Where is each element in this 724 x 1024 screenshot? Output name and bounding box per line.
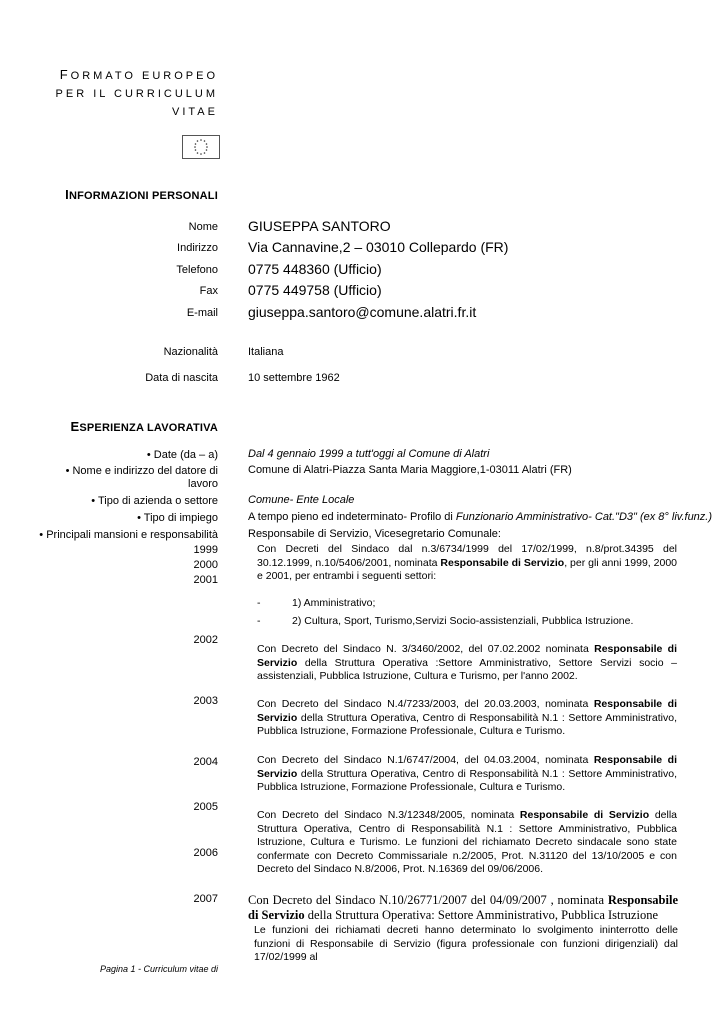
list-dash: -	[257, 597, 261, 609]
year-label: 2005	[193, 801, 218, 813]
doc-title-line3: VITAE	[172, 106, 218, 118]
name-value: GIUSEPPA SANTORO	[248, 218, 391, 234]
employer-label: • Nome e indirizzo del datore di lavoro	[65, 465, 218, 490]
paragraph-2004: Con Decreto del Sindaco N.1/6747/2004, del 04.03.2004, nominata Responsabile di Servizio della Struttura Operativa, Centro di Responsabilità N.1 : Settore Amministrativo, Pubblica Istruzione, Formazione Professionale, Cultura e Turismo.	[257, 754, 677, 793]
year-label: 2001	[193, 574, 218, 586]
year-label: 2000	[193, 559, 218, 571]
duties-label: • Principali mansioni e responsabilità	[39, 529, 218, 541]
job-type-label: • Tipo di impiego	[137, 512, 218, 524]
dates-label: • Date (da – a)	[146, 449, 218, 461]
year-label: 1999	[193, 544, 218, 556]
list-item: 1) Amministrativo;	[292, 597, 376, 609]
address-value: Via Cannavine,2 – 03010 Collepardo (FR)	[248, 239, 509, 255]
list-item: 2) Cultura, Sport, Turismo,Servizi Socio-assistenziali, Pubblica Istruzione.	[292, 615, 634, 627]
birth-label: Data di nascita	[145, 372, 218, 384]
dates-value: Dal 4 gennaio 1999 a tutt'oggi al Comune di Alatri	[248, 448, 490, 460]
list-dash: -	[257, 615, 261, 627]
year-label: 2002	[193, 634, 218, 646]
duties-value: Responsabile di Servizio, Vicesegretario Comunale:	[248, 528, 501, 540]
nationality-label: Nazionalità	[163, 346, 218, 358]
phone-label: Telefono	[176, 264, 218, 276]
birth-value: 10 settembre 1962	[248, 372, 340, 384]
year-label: 2004	[193, 756, 218, 768]
paragraph-2002: Con Decreto del Sindaco N. 3/3460/2002, del 07.02.2002 nominata Responsabile di Servizio della Struttura Operativa :Settore Amministrativo, Settore Servizi socio –assistenziali, Pubblica Istruzione, Cultura e Turismo, per l'anno 2002.	[257, 643, 677, 682]
email-value: giuseppa.santoro@comune.alatri.fr.it	[248, 304, 477, 320]
phone-value: 0775 448360 (Ufficio)	[248, 261, 382, 277]
year-label: 2006	[193, 847, 218, 859]
fax-label: Fax	[199, 285, 218, 297]
paragraph-2007: Con Decreto del Sindaco N.10/26771/2007 del 04/09/2007 , nominata Responsabile di Servizio della Struttura Operativa: Settore Amministrativo, Pubblica Istruzione	[248, 893, 678, 922]
company-type-label: • Tipo di azienda o settore	[91, 495, 218, 507]
job-type-value: A tempo pieno ed indeterminato- Profilo di Funzionario Amministrativo- Cat."D3" (ex 8° liv.funz.)	[248, 511, 713, 523]
doc-title-line2: PER IL CURRICULUM	[55, 88, 218, 100]
fax-value: 0775 449758 (Ufficio)	[248, 282, 382, 298]
address-label: Indirizzo	[177, 242, 218, 254]
paragraph-2003: Con Decreto del Sindaco N.4/7233/2003, del 20.03.2003, nominata Responsabile di Servizio della Struttura Operativa, Centro di Responsabilità N.1 : Settore Amministrativo, Pubblica Istruzione, Formazione Professionale, Cultura e Turismo.	[257, 698, 677, 737]
doc-title-line1: FORMATO EUROPEO	[59, 67, 218, 82]
employer-value: Comune di Alatri-Piazza Santa Maria Maggiore,1-03011 Alatri (FR)	[248, 464, 572, 476]
name-label: Nome	[188, 221, 218, 233]
year-label: 2003	[193, 695, 218, 707]
paragraph-1999-2001: Con Decreti del Sindaco dal n.3/6734/1999 del 17/02/1999, n.8/prot.34395 del 30.12.1999, n.10/5406/2001, nominata Responsabile di Servizio, per gli anni 1999, 2000 e 2001, per entrambi i seguenti settori:	[257, 543, 678, 582]
paragraph-functions: Le funzioni dei richiamati decreti hanno determinato lo svolgimento ininterrotto delle funzioni di Responsabile di Servizio (figura professionale con funzioni dirigenziali) dal 17/02/1999 al	[254, 924, 678, 963]
section-personal-info: INFORMAZIONI PERSONALI	[65, 187, 218, 202]
eu-flag-icon	[182, 135, 220, 159]
email-label: E-mail	[186, 307, 218, 319]
year-label: 2007	[193, 893, 218, 905]
page-footer: Pagina 1 - Curriculum vitae di	[99, 964, 218, 974]
paragraph-2005-2006: Con Decreto del Sindaco N.3/12348/2005, nominata Responsabile di Servizio della Struttura Operativa, Centro di Responsabilità N.1 : Settore Amministrativo, Pubblica Istruzione, Cultura e Turismo. Le funzioni del richiamato Decreto sindacale sono state confermate con Decreto Commissariale n.2/2005, Prot. N.31120 del 13/10/2005 e con Decreto del Sindaco N.8/2006, Prot. N.16369 del 09/06/2006.	[257, 809, 678, 875]
nationality-value: Italiana	[248, 346, 284, 358]
section-work-experience: ESPERIENZA LAVORATIVA	[70, 419, 218, 434]
company-type-value: Comune- Ente Locale	[248, 494, 355, 506]
